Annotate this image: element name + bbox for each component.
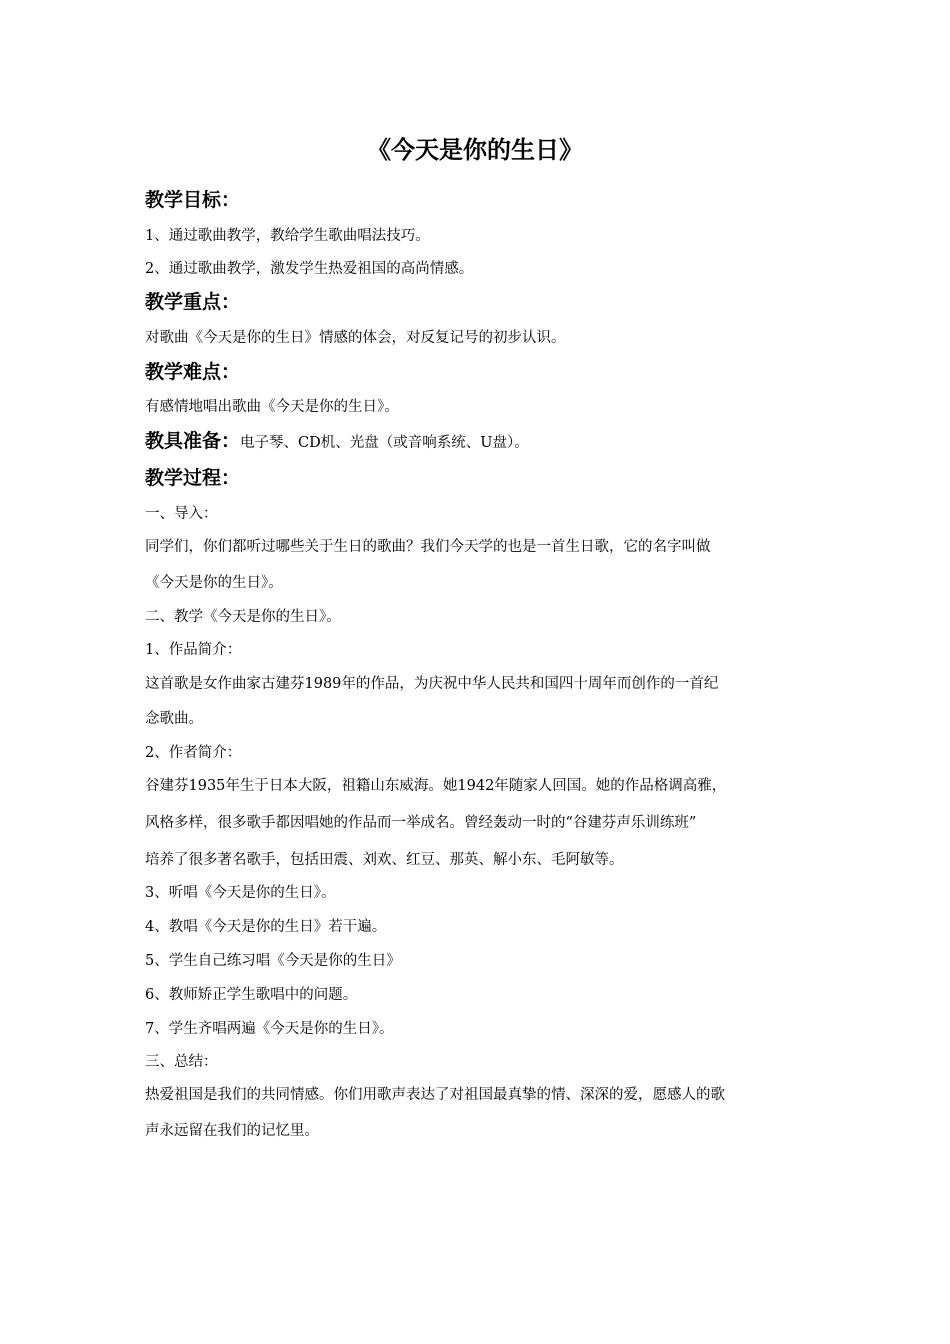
process-line: 这首歌是女作曲家古建芬1989年的作品，为庆祝中华人民共和国四十周年而创作的一首纪 bbox=[145, 676, 719, 692]
process-line: 6、教师矫正学生歌唱中的问题。 bbox=[145, 987, 358, 1003]
process-line: 7、学生齐唱两遍《今天是你的生日》。 bbox=[145, 1021, 394, 1037]
difficulties-text: 有感情地唱出歌曲《今天是你的生日》。 bbox=[145, 399, 399, 415]
key-points-text: 对歌曲《今天是你的生日》情感的体会，对反复记号的初步认识。 bbox=[145, 330, 566, 346]
process-line: 3、听唱《今天是你的生日》。 bbox=[145, 885, 336, 901]
process-line: 《今天是你的生日》。 bbox=[145, 575, 283, 591]
process-line: 二、教学《今天是你的生日》。 bbox=[145, 609, 341, 625]
process-line: 1、作品简介： bbox=[145, 642, 242, 658]
process-line: 声永远留在我们的记忆里。 bbox=[145, 1123, 319, 1139]
process-line: 5、学生自己练习唱《今天是你的生日》 bbox=[145, 953, 401, 969]
process-line: 风格多样，很多歌手都因唱她的作品而一举成名。曾经轰动一时的“谷建芬声乐训练班” bbox=[145, 815, 697, 831]
process-line: 培养了很多著名歌手，包括田震、刘欢、红豆、那英、解小东、毛阿敏等。 bbox=[145, 852, 624, 868]
key-points-heading: 教学重点： bbox=[145, 291, 241, 313]
objectives-heading: 教学目标： bbox=[145, 189, 241, 211]
process-line: 一、导入： bbox=[145, 506, 218, 522]
process-line: 同学们，你们都听过哪些关于生日的歌曲？我们今天学的也是一首生日歌，它的名字叫做 bbox=[145, 539, 711, 555]
difficulties-heading: 教学难点： bbox=[145, 361, 241, 383]
objective-item-2: 2、通过歌曲教学，激发学生热爱祖国的高尚情感。 bbox=[145, 261, 474, 277]
materials-row bbox=[145, 428, 825, 456]
process-line: 三、总结： bbox=[145, 1054, 218, 1070]
process-line: 念歌曲。 bbox=[145, 711, 203, 727]
process-line: 谷建芬1935年生于日本大阪，祖籍山东威海。她1942年随家人回国。她的作品格调高雅， bbox=[145, 778, 727, 794]
process-line: 2、作者简介： bbox=[145, 745, 242, 761]
process-line: 热爱祖国是我们的共同情感。你们用歌声表达了对祖国最真挚的情、深深的爱，愿感人的歌 bbox=[145, 1087, 725, 1103]
materials-text: 电子琴、CD机、光盘（或音响系统、U盘）。 bbox=[240, 435, 529, 451]
process-line: 4、教唱《今天是你的生日》若干遍。 bbox=[145, 919, 387, 935]
materials-heading: 教具准备： bbox=[145, 430, 241, 452]
process-heading: 教学过程： bbox=[145, 467, 241, 489]
objective-item-1: 1、通过歌曲教学，教给学生歌曲唱法技巧。 bbox=[145, 228, 430, 244]
document-title: 《今天是你的生日》 bbox=[367, 136, 583, 164]
